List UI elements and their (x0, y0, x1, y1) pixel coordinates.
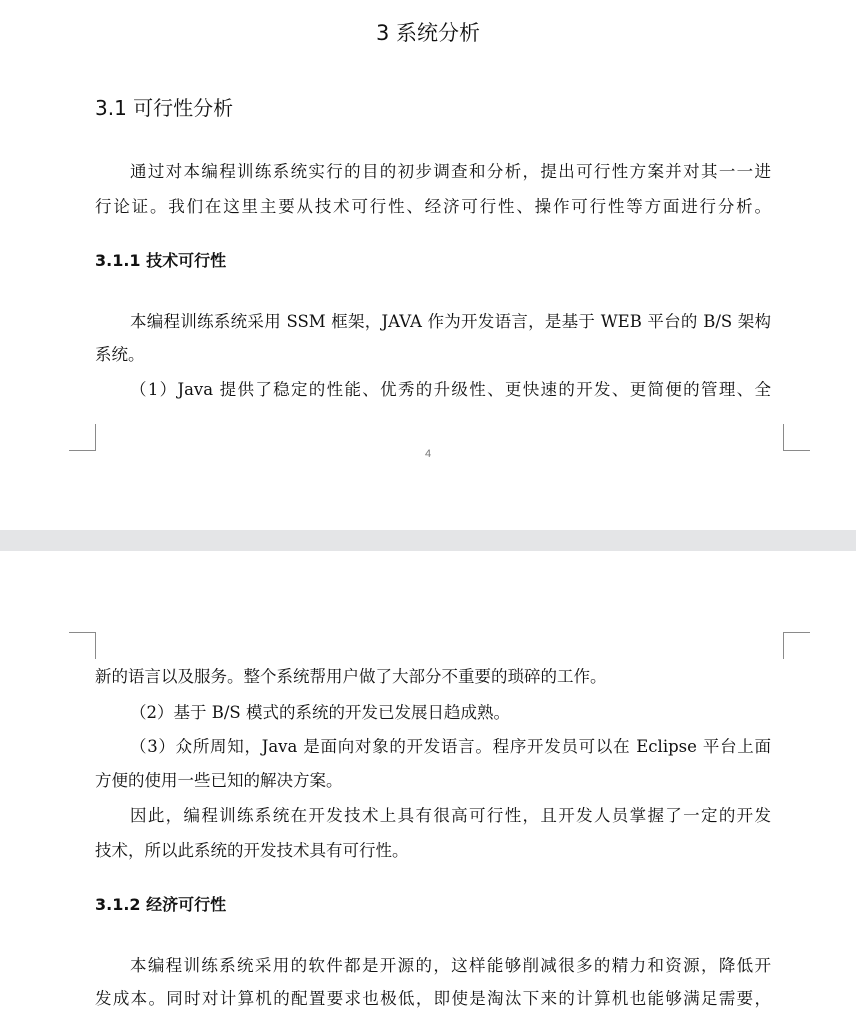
margin-corner-mark (69, 424, 96, 451)
chapter-title: 3 系统分析 (375, 21, 481, 45)
margin-corner-mark (783, 632, 810, 659)
body-line: 行论证。我们在这里主要从技术可行性、经济可行性、操作可行性等方面进行分析。 (95, 197, 771, 216)
page-gap (0, 530, 856, 551)
body-line: 发成本。同时对计算机的配置要求也极低，即使是淘汰下来的计算机也能够满足需要， (95, 989, 771, 1008)
margin-corner-mark (783, 424, 810, 451)
body-line: 本编程训练系统采用的软件都是开源的，这样能够削减很多的精力和资源，降低开 (130, 956, 771, 975)
body-line: 系统。 (95, 345, 145, 364)
body-line: 通过对本编程训练系统实行的目的初步调查和分析，提出可行性方案并对其一一进 (130, 162, 771, 181)
body-line: 本编程训练系统采用 SSM 框架，JAVA 作为开发语言，是基于 WEB 平台的 B/S 架构 (130, 312, 771, 331)
body-line: 方便的使用一些已知的解决方案。 (95, 771, 343, 790)
body-line: （1）Java 提供了稳定的性能、优秀的升级性、更快速的开发、更简便的管理、全 (130, 380, 771, 399)
body-line: 新的语言以及服务。整个系统帮用户做了大部分不重要的琐碎的工作。 (95, 667, 607, 686)
document-page-5 (0, 551, 856, 1012)
subsection-title: 3.1.1 技术可行性 (95, 251, 227, 270)
section-title: 3.1 可行性分析 (95, 96, 234, 120)
body-line: 技术，所以此系统的开发技术具有可行性。 (95, 841, 409, 860)
body-line: （3）众所周知，Java 是面向对象的开发语言。程序开发员可以在 Eclipse 平台上面 (130, 737, 771, 756)
page-number: 4 (424, 448, 432, 460)
body-line: （2）基于 B/S 模式的系统的开发已发展日趋成熟。 (130, 703, 510, 722)
margin-corner-mark (69, 632, 96, 659)
subsection-title: 3.1.2 经济可行性 (95, 895, 227, 914)
body-line: 因此，编程训练系统在开发技术上具有很高可行性，且开发人员掌握了一定的开发 (130, 806, 771, 825)
